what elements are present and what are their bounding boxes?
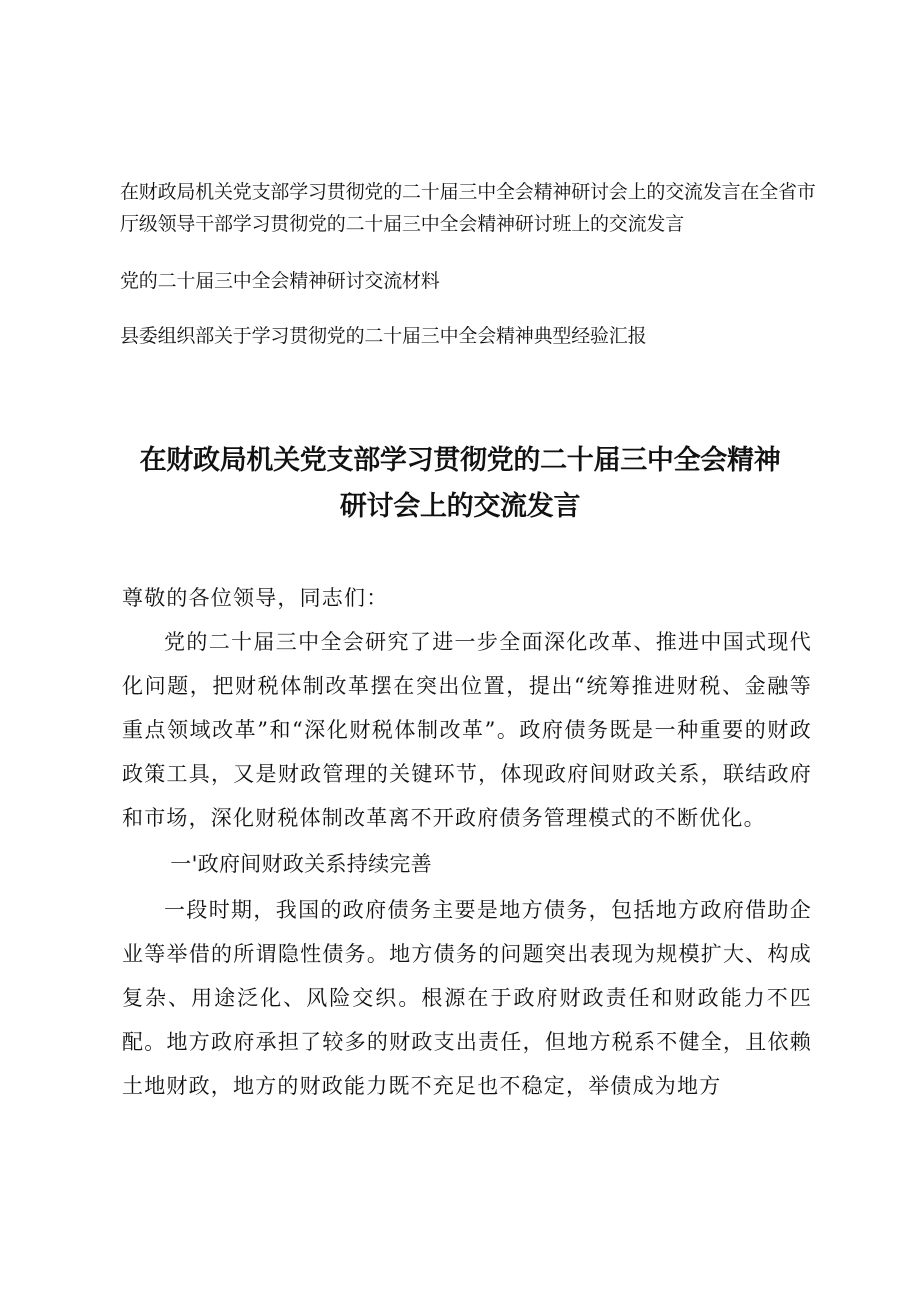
title-line: 在财政局机关党支部学习贯彻党的二十届三中全会精神 <box>139 445 781 476</box>
table-of-contents <box>120 176 820 352</box>
salutation: 尊敬的各位领导，同志们： <box>122 586 389 610</box>
document-body <box>122 576 812 1108</box>
section-heading: 一'政府间财政关系持续完善 <box>170 852 432 876</box>
body-paragraph: 一段时期，我国的政府债务主要是地方债务，包括地方政府借助企业等举借的所谓隐性债务。地方债务的问题突出表现为规模扩大、构成复杂、用途泛化、风险交织。根源在于政府财政责任和财政能力不匹配。地方政府承担了较多的财政支出责任，但地方税系不健全，且依赖土地财政，地方的财政能力既不充足也不稳定，举债成为地方 <box>122 898 812 1098</box>
toc-entry: 县委组织部关于学习贯彻党的二十届三中全会精神典型经验汇报 <box>120 325 647 347</box>
document-title <box>100 438 820 530</box>
body-paragraph: 党的二十届三中全会研究了进一步全面深化改革、推进中国式现代化问题，把财税体制改革摆在突出位置，提出“统筹推进财税、金融等重点领域改革”和“深化财税体制改革”。政府债务既是一种重要的财政政策工具，又是财政管理的关键环节，体现政府间财政关系，联结政府和市场，深化财税体制改革离不开政府债务管理模式的不断优化。 <box>122 630 812 830</box>
title-line: 研讨会上的交流发言 <box>339 491 581 522</box>
toc-entry: 在财政局机关党支部学习贯彻党的二十届三中全会精神研讨会上的交流发言在全省市厅级领导干部学习贯彻党的二十届三中全会精神研讨班上的交流发言 <box>120 181 816 235</box>
toc-entry: 党的二十届三中全会精神研讨交流材料 <box>120 270 440 292</box>
